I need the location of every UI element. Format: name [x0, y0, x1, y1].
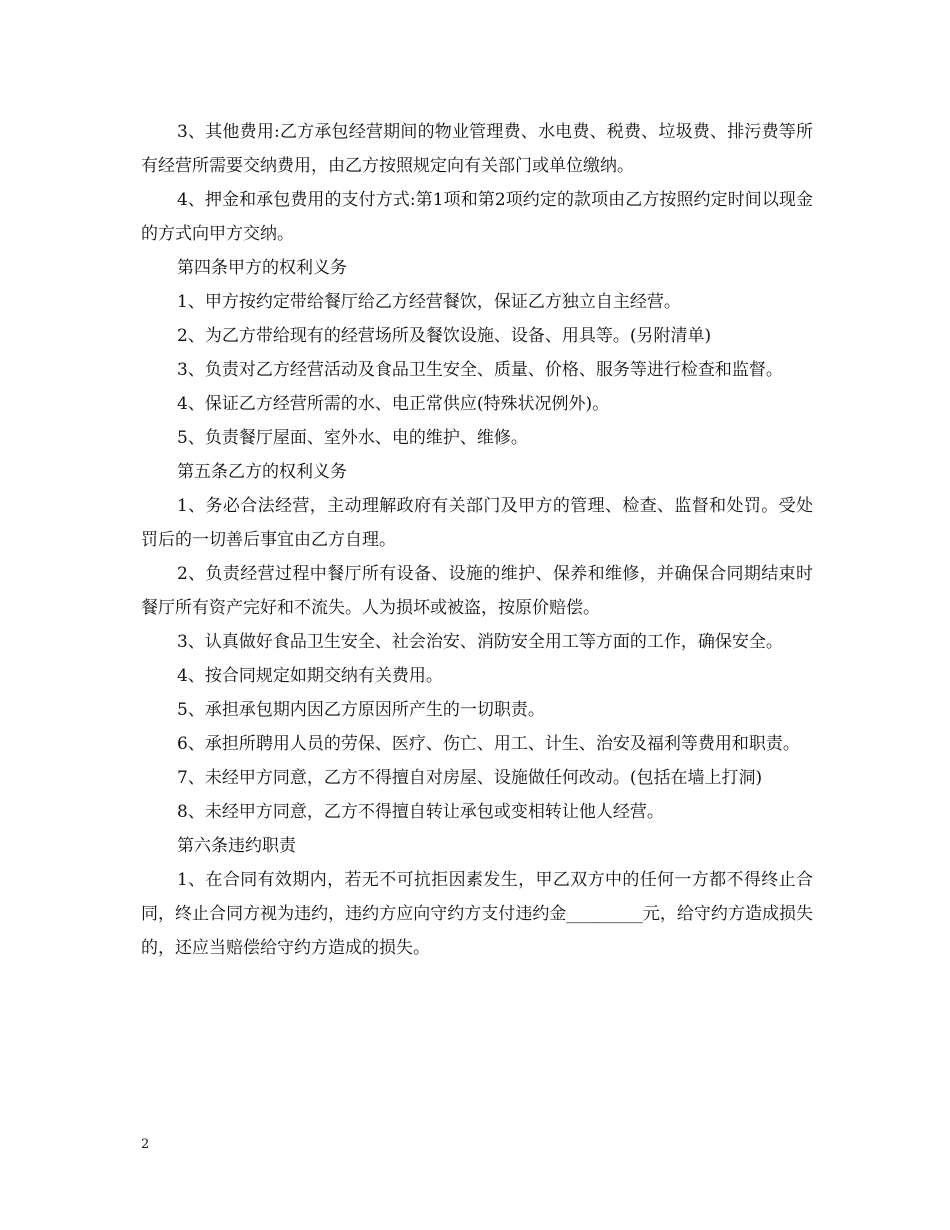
- paragraph: 3、认真做好食品卫生安全、社会治安、消防安全用工等方面的工作，确保安全。: [177, 632, 783, 652]
- paragraph: 1、在合同有效期内，若无不可抗拒因素发生，甲乙双方中的任何一方都不得终止合同，终止合同方视为违约，违约方应向守约方支付违约金_________元，给守约方造成损失的，还应当赔偿给守约方造成的损失。: [141, 870, 813, 958]
- section-heading: 第五条乙方的权利义务: [177, 462, 347, 482]
- paragraph: 1、务必合法经营，主动理解政府有关部门及甲方的管理、检查、监督和处罚。受处罚后的一切善后事宜由乙方自理。: [141, 496, 813, 550]
- page-number: 2: [141, 1137, 150, 1152]
- paragraph: 4、按合同规定如期交纳有关费用。: [177, 666, 443, 686]
- paragraph: 3、其他费用:乙方承包经营期间的物业管理费、水电费、税费、垃圾费、排污费等所有经营所需要交纳费用，由乙方按照规定向有关部门或单位缴纳。: [141, 122, 813, 176]
- section-heading: 第四条甲方的权利义务: [177, 258, 347, 278]
- paragraph: 8、未经甲方同意，乙方不得擅自转让承包或变相转让他人经营。: [177, 802, 664, 822]
- paragraph: 2、负责经营过程中餐厅所有设备、设施的维护、保养和维修，并确保合同期结束时餐厅所有资产完好和不流失。人为损坏或被盗，按原价赔偿。: [141, 564, 813, 618]
- paragraph: 3、负责对乙方经营活动及食品卫生安全、质量、价格、服务等进行检查和监督。: [177, 360, 783, 380]
- paragraph: 4、押金和承包费用的支付方式:第1项和第2项约定的款项由乙方按照约定时间以现金的方式向甲方交纳。: [141, 190, 813, 244]
- document-body: [141, 115, 813, 965]
- paragraph: 4、保证乙方经营所需的水、电正常供应(特殊状况例外)。: [177, 394, 610, 414]
- paragraph: 7、未经甲方同意，乙方不得擅自对房屋、设施做任何改动。(包括在墙上打洞): [177, 768, 763, 788]
- paragraph: 1、甲方按约定带给餐厅给乙方经营餐饮，保证乙方独立自主经营。: [177, 292, 681, 312]
- section-heading: 第六条违约职责: [177, 836, 296, 856]
- paragraph: 5、承担承包期内因乙方原因所产生的一切职责。: [177, 700, 545, 720]
- paragraph: 2、为乙方带给现有的经营场所及餐饮设施、设备、用具等。(另附清单): [177, 326, 712, 346]
- paragraph: 6、承担所聘用人员的劳保、医疗、伤亡、用工、计生、治安及福利等费用和职责。: [177, 734, 800, 754]
- paragraph: 5、负责餐厅屋面、室外水、电的维护、维修。: [177, 428, 528, 448]
